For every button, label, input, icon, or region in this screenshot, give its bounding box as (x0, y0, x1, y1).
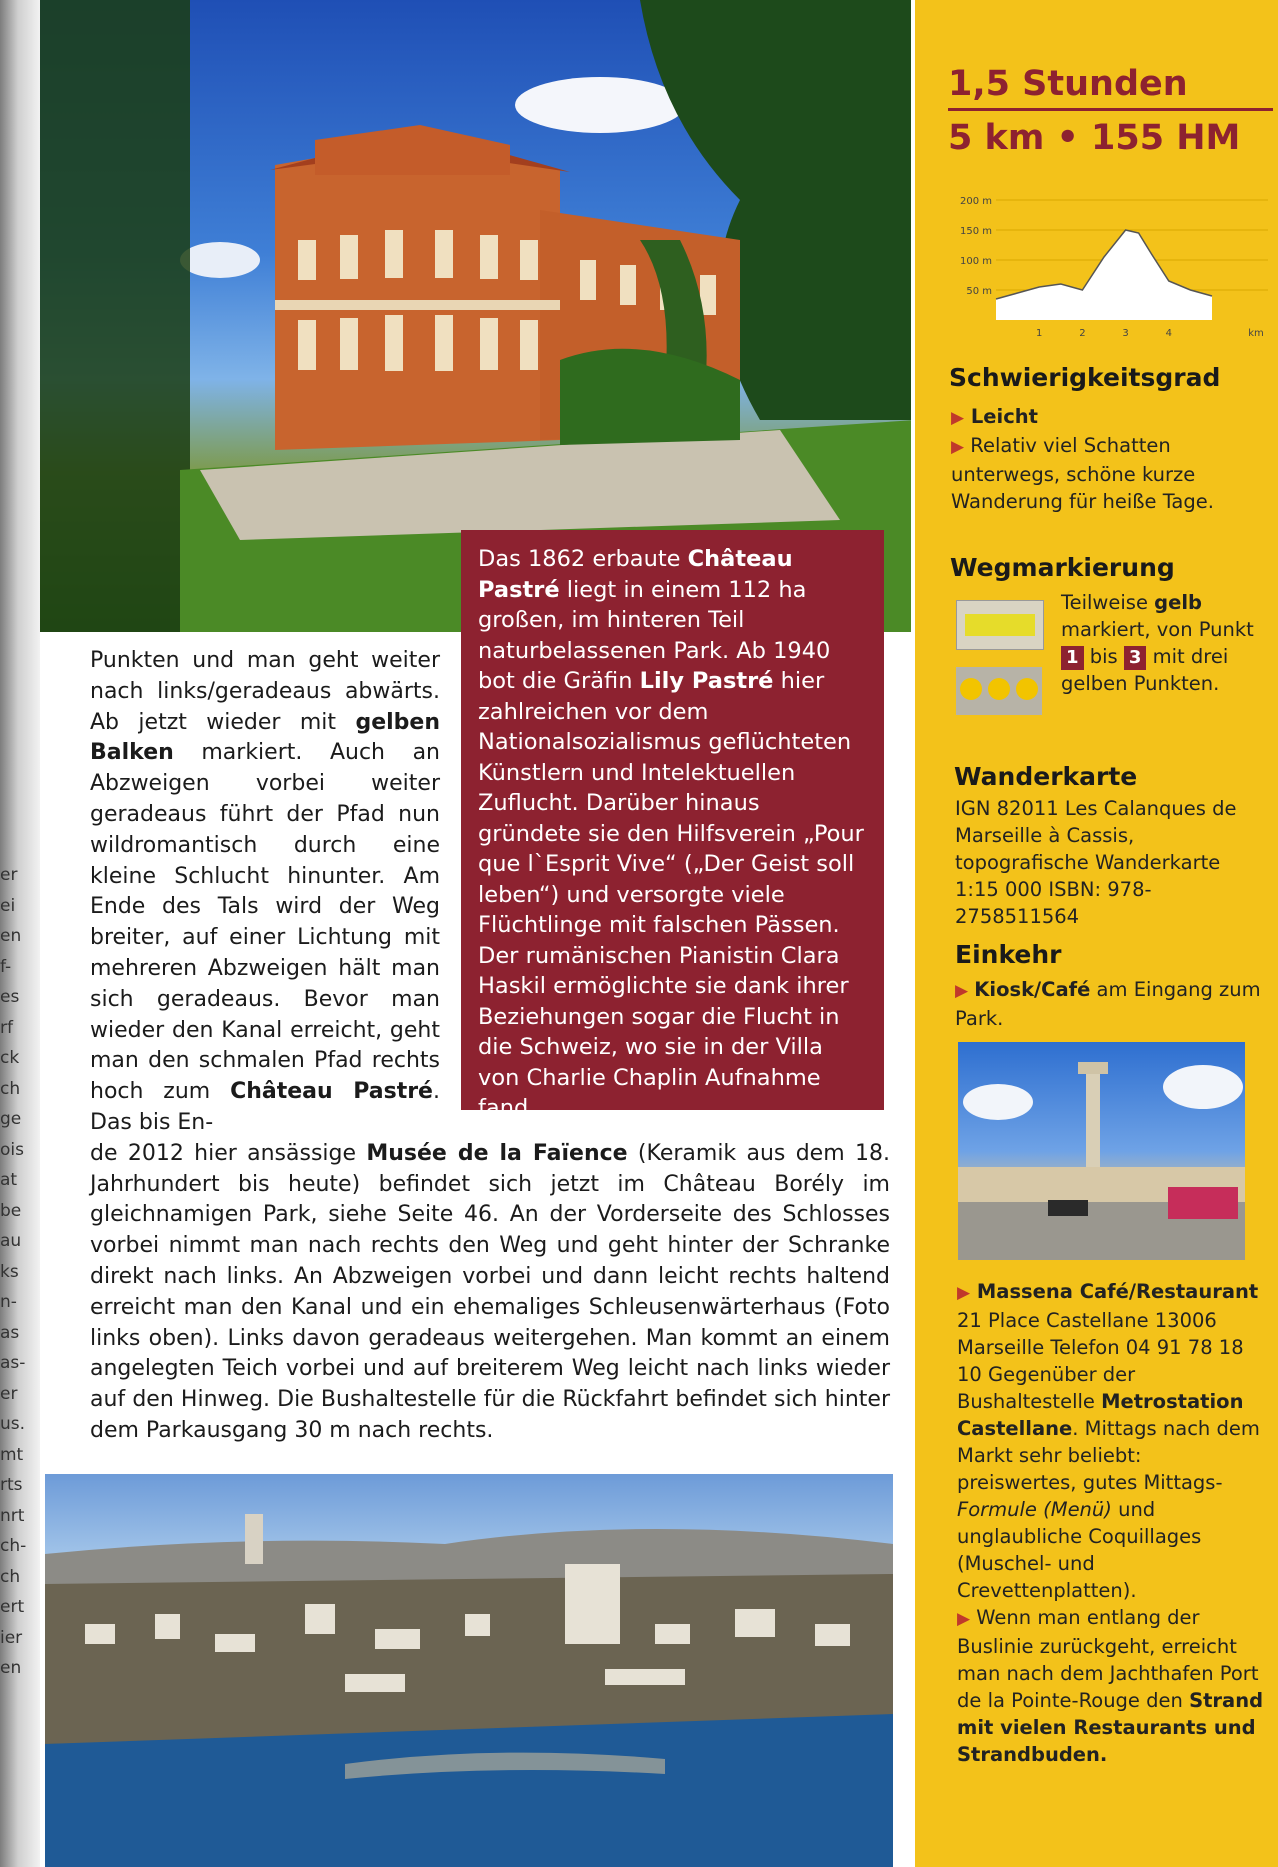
y-tick-label: 150 m (959, 226, 992, 237)
gutter-fragment: ier (0, 1627, 23, 1648)
chateau-info-box: Das 1862 erbaute Château Pastré liegt in einem 112 ha großen, im hinteren Teil naturbelassenen Park. Ab 1940 bot die Gräfin Lily Pastré hier zahlreichen vor dem Nationalsozialismus geflüchteten Künstlern und Intelektuellen Zuflucht. Darüber hinaus gründete sie den Hilfsverein „Pour que l`Esprit Vive“ („Der Geist soll leben“) und versorgte viele Flüchtlinge mit falschen Pässen. Der rumänischen Pianistin Clara Haskil ermöglichte sie dank ihrer Beziehungen sogar die Flucht in die Schweiz, wo sie in der Villa von Charlie Chaplin Aufnahme fand. (461, 530, 884, 1110)
gutter-fragment: en (0, 926, 22, 946)
map-title: Wanderkarte (954, 762, 1138, 791)
difficulty-block (951, 403, 1271, 515)
bullet-triangle-icon: ▶ (951, 437, 965, 457)
duration-rule (948, 108, 1273, 111)
marking-text: Teilweise gelb markiert, von Punkt 1 bis 3 mit drei gelben Punkten. (1061, 591, 1254, 695)
gutter-fragment: n- (0, 1292, 17, 1312)
gutter-fragment: as- (0, 1353, 26, 1373)
massena-block: ▶ Massena Café/Restaurant 21 Place Castellane 13006 Marseille Telefon 04 91 78 18 10 Gegenüber der Bushaltestelle Metrostation Castellane. Mittags nach dem Markt sehr beliebt: preiswertes, gutes Mittags-Formule (Menü) und unglaubliche Coquillages (Muschel- und Crevettenplatten). ▶ Wenn man entlang der Buslinie zurückgeht, erreicht man nach dem Jachthafen Port de la Pointe-Rouge den Strand mit vielen Restaurants und Strandbuden. (957, 1280, 1264, 1766)
yellow-bar-marker-icon (956, 600, 1044, 650)
gutter-fragment: ck (0, 1048, 20, 1068)
x-tick-label: 4 (1165, 328, 1172, 339)
difficulty-title: Schwierigkeitsgrad (949, 363, 1221, 392)
einkehr-title: Einkehr (955, 940, 1062, 969)
point-3-badge: 3 (1124, 646, 1147, 670)
gutter-fragment: er (0, 1383, 18, 1404)
bullet-triangle-icon: ▶ (957, 1283, 971, 1303)
gutter-fragment: ks (0, 1261, 19, 1282)
massena-name: Massena Café/Restaurant (976, 1280, 1259, 1303)
gutter-fragment: be (0, 1200, 22, 1221)
distance-heading: 5 km • 155 HM (948, 118, 1241, 158)
gutter-fragment: as (0, 1322, 20, 1343)
gutter-fragment: f- (0, 956, 12, 977)
x-tick-label: km (1248, 328, 1264, 339)
duration-heading: 1,5 Stunden (948, 64, 1188, 104)
gutter-fragment: at (0, 1170, 18, 1190)
gutter-fragment: ch (0, 1566, 21, 1587)
x-tick-label: 1 (1036, 328, 1043, 339)
gutter-fragment: es (0, 987, 20, 1007)
route-description (90, 646, 890, 1447)
elevation-profile-chart (950, 192, 1270, 342)
difficulty-level: Leicht (970, 405, 1038, 428)
bullet-triangle-icon: ▶ (955, 981, 969, 1001)
kiosk-text: ▶ Kiosk/Café am Eingang zum Park. (955, 978, 1261, 1030)
gutter-fragment: nrt (0, 1505, 25, 1526)
gutter-fragment: ch (0, 1078, 21, 1099)
bullet-triangle-icon: ▶ (957, 1609, 971, 1629)
gutter-fragment: ge (0, 1109, 22, 1129)
gutter-fragment: rts (0, 1475, 23, 1495)
marking-title: Wegmarkierung (950, 553, 1175, 582)
gutter-fragment: ert (0, 1597, 25, 1617)
gutter-fragment: ois (0, 1139, 24, 1160)
gutter-fragment: en (0, 1658, 22, 1678)
gutter-fragment: ch- (0, 1536, 27, 1556)
body-narrow-column: Punkten und man geht weiter nach links/geradeaus abwärts. Ab jetzt wieder mit gelben Balken markiert. Auch an Abzweigen vorbei weiter geradeaus führt der Pfad nun wildromantisch durch eine kleine Schlucht hinunter. Am Ende des Tals wird der Weg breiter, auf einer Lichtung mit mehreren Abzweigen hält man sich geradeaus. Bevor man wieder den Kanal erreicht, geht man den schmalen Pfad rechts hoch zum Château Pastré. Das bis En- (90, 648, 440, 1135)
bullet-triangle-icon: ▶ (951, 408, 965, 428)
gutter-fragment: ei (0, 895, 16, 916)
point-1-badge: 1 (1061, 646, 1084, 670)
x-tick-label: 2 (1079, 328, 1086, 339)
gutter-fragment: mt (0, 1444, 24, 1465)
gutter-fragment: rf (0, 1017, 13, 1038)
gutter-fragment: us. (0, 1414, 26, 1434)
map-text: IGN 82011 Les Calanques de Marseille à Cassis, topografische Wanderkarte 1:15 000 ISBN: 978-2758511564 (955, 797, 1237, 928)
marseille-panorama-photo (45, 1474, 893, 1867)
gutter-fragment: er (0, 865, 18, 885)
y-tick-label: 100 m (959, 256, 992, 267)
info-sidebar (915, 0, 1278, 1867)
body-wide-column: de 2012 hier ansässige Musée de la Faïence (Keramik aus dem 18. Jahrhundert bis heute) befindet sich jetzt im Château Borély im gleichnamigen Park, siehe Seite 46. An der Vorderseite des Schlosses vorbei nimmt man nach rechts den Weg und geht hinter der Schranke direkt nach links. An Abzweigen vorbei und dann leicht rechts haltend erreicht man den Kanal und ein ehemaliges Schleusenwärterhaus (Foto links oben). Links davon geradeaus weitergehen. Man kommt an einem angelegten Teich vorbei und auf breiterem Weg leicht nach links wieder auf den Hinweg. Die Bushaltestelle für die Rückfahrt befindet sich hinter dem Parkausgang 30 m nach rechts. (90, 1140, 890, 1443)
y-tick-label: 50 m (966, 286, 992, 297)
y-tick-label: 200 m (959, 196, 992, 207)
difficulty-note: Relativ viel Schatten unterwegs, schöne kurze Wanderung für heiße Tage. (951, 434, 1214, 513)
previous-page-edge-text (0, 860, 30, 1684)
x-tick-label: 3 (1122, 328, 1129, 339)
castellane-photo (958, 1042, 1245, 1260)
gutter-fragment: au (0, 1231, 22, 1251)
three-dots-marker-icon (956, 667, 1042, 715)
